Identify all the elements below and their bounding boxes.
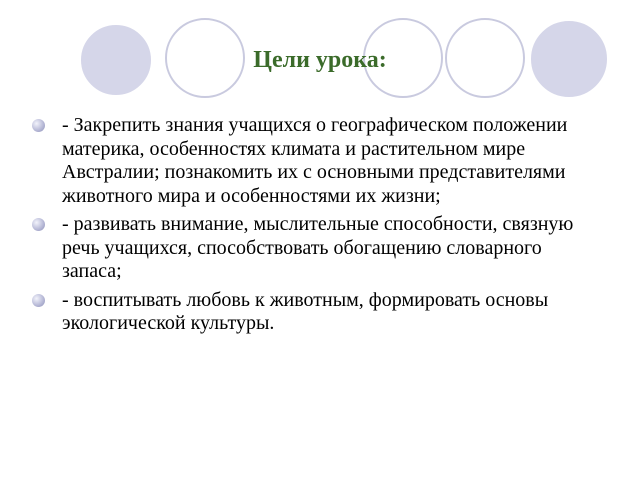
bullet-disc-icon [32, 294, 45, 307]
bullet-disc-icon [32, 119, 45, 132]
slide-title: Цели урока: [253, 47, 387, 73]
goals-list [30, 114, 600, 341]
list-item [30, 114, 600, 208]
list-item-text: - развивать внимание, мыслительные способности, связную речь учащихся, способствовать обогащению словарного запаса; [62, 213, 574, 282]
list-item [30, 289, 600, 336]
decor-circle-filled-1 [78, 22, 154, 98]
list-item [30, 213, 600, 284]
list-item-text: - воспитывать любовь к животным, формировать основы экологической культуры. [62, 288, 549, 334]
decor-circle-filled-2 [528, 18, 610, 100]
bullet-disc-icon [32, 218, 45, 231]
list-item-text: - Закрепить знания учащихся о географическом положении материка, особенностях климата и растительном мире Австралии; познакомить их с основными представителями животного мира и особенностями их жизни; [62, 114, 568, 207]
